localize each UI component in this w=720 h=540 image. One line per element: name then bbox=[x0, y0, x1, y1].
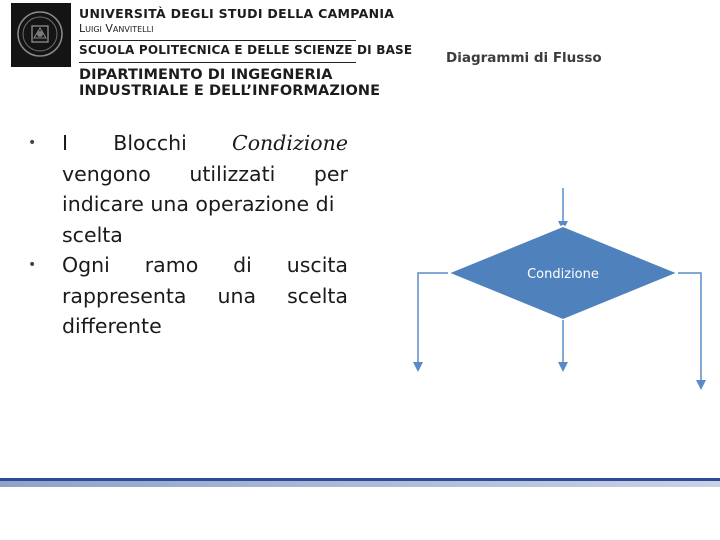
bullet-word: rappresenta bbox=[62, 283, 187, 308]
slide-title: Diagrammi di Flusso bbox=[446, 50, 602, 66]
bullet-line: scelta bbox=[62, 222, 123, 247]
condition-label: Condizione bbox=[527, 267, 599, 282]
bullet-word: una bbox=[217, 283, 257, 308]
bullet-word: scelta bbox=[287, 283, 348, 308]
bullet-word: vengono bbox=[62, 161, 151, 186]
school-name: SCUOLA POLITECNICA E DELLE SCIENZE DI BASE bbox=[79, 43, 413, 57]
footer-gradient-bar bbox=[0, 481, 720, 487]
bullet-line: indicare una operazione di bbox=[62, 192, 335, 216]
bullet-word: uscita bbox=[286, 253, 348, 277]
bullet-line: differente bbox=[62, 314, 162, 338]
department-line-2: INDUSTRIALE E DELL’INFORMAZIONE bbox=[79, 83, 381, 99]
bullet-word: Blocchi bbox=[113, 131, 187, 155]
bullet-word: utilizzati bbox=[189, 161, 276, 186]
department-line-1: DIPARTIMENTO DI INGEGNERIA bbox=[79, 67, 333, 83]
right-branch-arrow bbox=[678, 273, 701, 385]
university-name: UNIVERSITÀ DEGLI STUDI DELLA CAMPANIA bbox=[79, 6, 395, 21]
bullet-word: ramo bbox=[144, 253, 199, 277]
bullet-word-emphasis: Condizione bbox=[232, 131, 348, 155]
bullet-word: di bbox=[233, 253, 252, 277]
bullet-marker: • bbox=[28, 257, 37, 273]
bullet-word: Ogni bbox=[62, 253, 110, 277]
left-branch-arrow bbox=[418, 273, 448, 367]
university-subtitle: Luigi Vanvitelli bbox=[79, 22, 154, 35]
bullet-marker: • bbox=[28, 135, 37, 151]
bullet-word: per bbox=[313, 161, 348, 186]
bullet-word: I bbox=[62, 131, 69, 155]
